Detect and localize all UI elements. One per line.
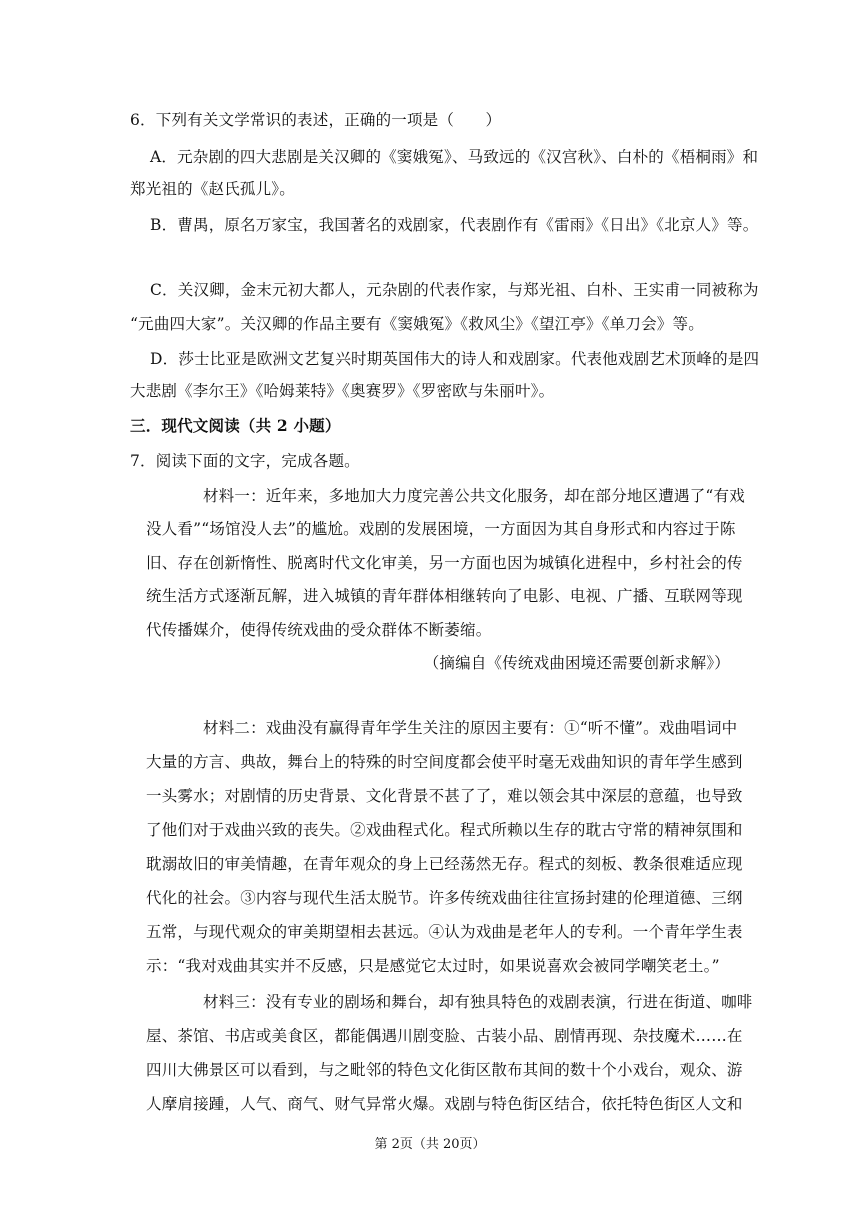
material-1-line: 没人看”“场馆没人去”的尴尬。戏剧的发展困境，一方面因为其自身形式和内容过于陈 bbox=[146, 520, 736, 538]
material-1-source: （摘编自《传统戏曲困境还需要创新求解》） bbox=[423, 654, 730, 672]
question-6-option-c-line-2: “元曲四大家”。关汉卿的作品主要有《窦娥冤》《救风尘》《望江亭》《单刀会》等。 bbox=[130, 315, 704, 333]
material-2-line: 了他们对于戏曲兴致的丧失。②戏曲程式化。程式所赖以生存的耽古守常的精神氛围和 bbox=[146, 821, 743, 839]
material-2-line: 材料二：戏曲没有赢得青年学生关注的原因主要有：①“听不懂”。戏曲唱词中 bbox=[203, 719, 738, 737]
question-6-option-a-line-1: A．元杂剧的四大悲剧是关汉卿的《窦娥冤》、马致远的《汉宫秋》、白朴的《梧桐雨》和 bbox=[150, 148, 759, 166]
question-6-option-d-line-2: 大悲剧《李尔王》《哈姆莱特》《奥赛罗》《罗密欧与朱丽叶》。 bbox=[130, 382, 555, 400]
material-3-line: 材料三：没有专业的剧场和舞台，却有独具特色的戏剧表演，行进在街道、咖啡 bbox=[203, 993, 753, 1011]
page-number-footer: 第 2页（共 20页） bbox=[374, 1137, 486, 1152]
material-2-line: 耽溺故旧的审美情趣，在青年观众的身上已经荡然无存。程式的刻板、教条很难适应现 bbox=[146, 855, 743, 873]
material-1-line: 代传播媒介，使得传统戏曲的受众群体不断萎缩。 bbox=[146, 621, 492, 639]
material-2-line: 一头雾水；对剧情的历史背景、文化背景不甚了了，难以领会其中深层的意蕴，也导致 bbox=[146, 787, 743, 805]
material-1-line: 材料一：近年来，多地加大力度完善公共文化服务，却在部分地区遭遇了“有戏 bbox=[203, 487, 745, 505]
question-6-option-a-line-2: 郑光祖的《赵氏孤儿》。 bbox=[130, 180, 295, 198]
question-6-option-c-line-1: C．关汉卿，金末元初大都人，元杂剧的代表作家，与郑光祖、白朴、王实甫一同被称为 bbox=[150, 281, 759, 299]
material-2-line: 代化的社会。③内容与现代生活太脱节。许多传统戏曲往往宣扬封建的伦理道德、三纲 bbox=[146, 889, 743, 907]
question-7-stem: 7．阅读下面的文字，完成各题。 bbox=[130, 452, 360, 470]
material-1-line: 统生活方式逐渐瓦解，进入城镇的青年群体相继转向了电影、电视、广播、互联网等现 bbox=[146, 587, 743, 605]
question-6-option-b: B．曹禺，原名万家宝，我国著名的戏剧家，代表剧作有《雷雨》《日出》《北京人》等。 bbox=[150, 216, 759, 234]
material-3-line: 四川大佛景区可以看到，与之毗邻的特色文化街区散布其间的数十个小戏台，观众、游 bbox=[146, 1061, 743, 1079]
material-3-line: 人摩肩接踵，人气、商气、财气异常火爆。戏剧与特色街区结合，依托特色街区人文和 bbox=[146, 1095, 743, 1113]
material-2-line: 示：“我对戏曲其实并不反感，只是感觉它太过时，如果说喜欢会被同学嘲笑老土。” bbox=[146, 957, 720, 975]
material-1-line: 旧、存在创新惰性、脱离时代文化审美，另一方面也因为城镇化进程中，乡村社会的传 bbox=[146, 554, 743, 572]
question-6-option-d-line-1: D．莎士比亚是欧洲文艺复兴时期英国伟大的诗人和戏剧家。代表他戏剧艺术顶峰的是四 bbox=[150, 350, 760, 368]
material-3-line: 屋、茶馆、书店或美食区，都能偶遇川剧变脸、古装小品、剧情再现、杂技魔术……在 bbox=[146, 1027, 743, 1045]
material-2-line: 大量的方言、典故，舞台上的特殊的时空间度都会使平时毫无戏曲知识的青年学生感到 bbox=[146, 753, 743, 771]
section-3-heading: 三．现代文阅读（共 2 小题） bbox=[130, 416, 341, 435]
question-6-stem: 6．下列有关文学常识的表述，正确的一项是（ ） bbox=[130, 111, 502, 129]
material-2-line: 五常，与现代观众的审美期望相去甚远。④认为戏曲是老年人的专利。一个青年学生表 bbox=[146, 923, 743, 941]
